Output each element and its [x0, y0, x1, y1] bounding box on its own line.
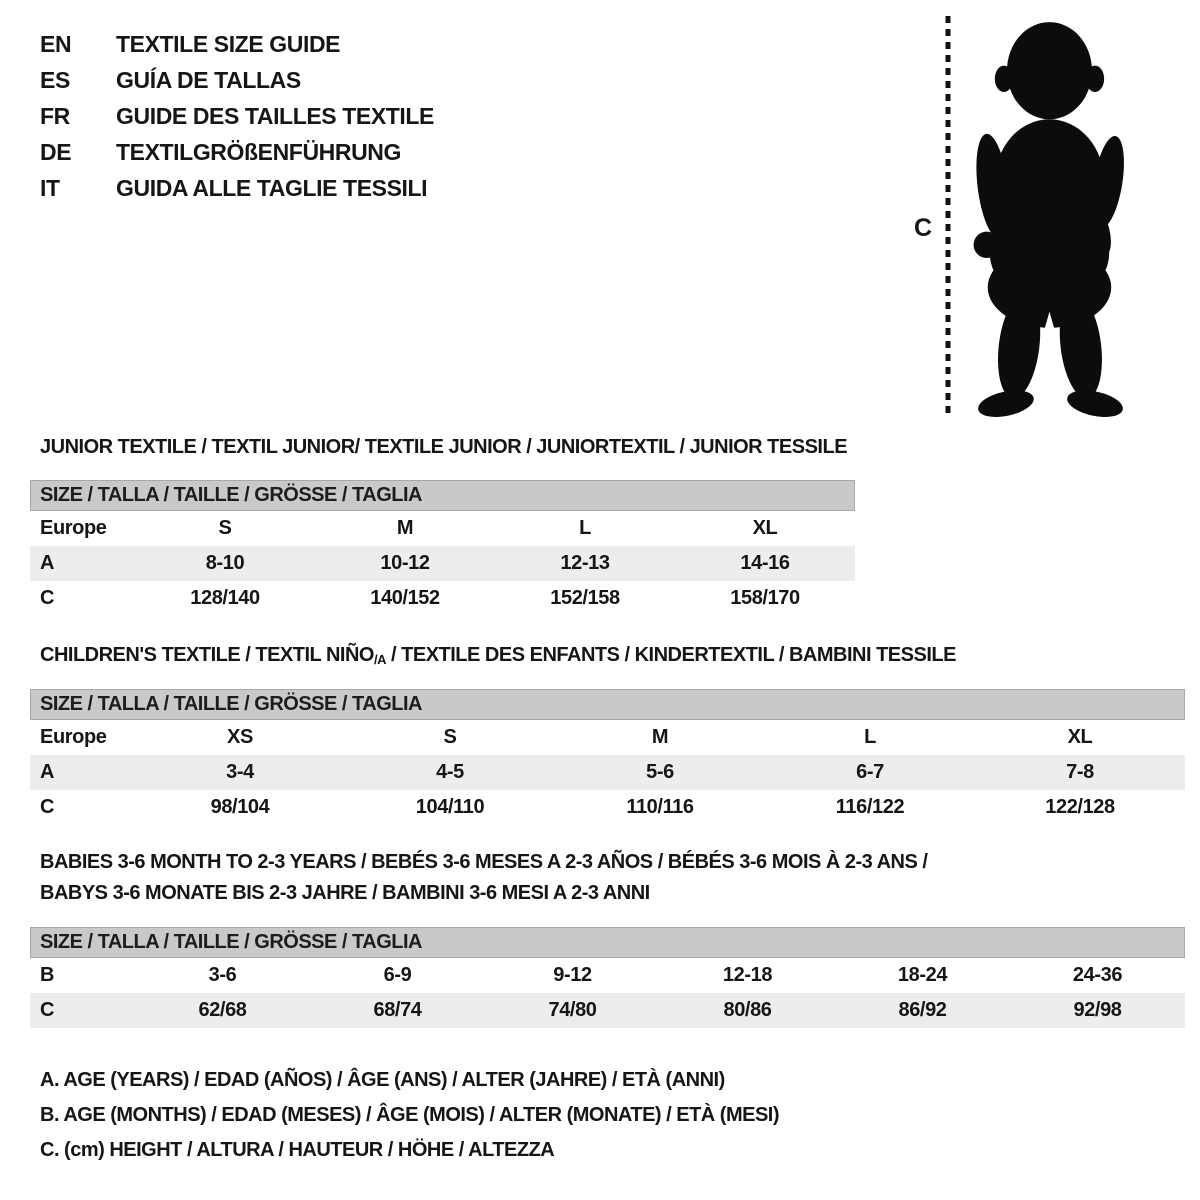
guide-title: TEXTILE SIZE GUIDE [116, 30, 341, 57]
size-cell: 104/110 [415, 796, 485, 818]
size-cell: 5-6 [646, 761, 674, 783]
children-title-suffix: / TEXTILE DES ENFANTS / KINDERTEXTIL / BAMBINI TESSILE [385, 644, 956, 666]
row-label: Europe [40, 517, 107, 539]
language-row [40, 26, 434, 62]
size-cell: 3-4 [226, 761, 254, 783]
size-cell: 14-16 [740, 552, 790, 574]
size-cell: 92/98 [1073, 999, 1122, 1021]
size-cell: 128/140 [190, 587, 260, 609]
size-cell: 24-36 [1072, 964, 1123, 986]
guide-title: GUIDA ALLE TAGLIE TESSILI [116, 174, 428, 201]
size-cell: 7-8 [1066, 761, 1094, 783]
row-label: A [40, 552, 55, 574]
row-label: A [40, 761, 55, 783]
size-cell: XL [752, 517, 778, 539]
table-row [30, 993, 1185, 1028]
language-row [40, 134, 434, 170]
size-cell: 4-5 [436, 761, 464, 783]
guide-title: GUIDE DES TAILLES TEXTILE [116, 102, 434, 129]
babies-title-line1: BABIES 3-6 MONTH TO 2-3 YEARS / BEBÉS 3-6 MESES A 2-3 AÑOS / BÉBÉS 3-6 MOIS À 2-3 ANS / [40, 851, 928, 873]
size-cell: 62/68 [198, 999, 247, 1021]
size-header-bar: SIZE / TALLA / TAILLE / GRÖSSE / TAGLIA [30, 689, 1185, 720]
language-row [40, 98, 434, 134]
size-header-bar: SIZE / TALLA / TAILLE / GRÖSSE / TAGLIA [30, 480, 855, 511]
size-cell: XS [227, 726, 253, 748]
table-row [30, 581, 855, 616]
children-table-rows [30, 720, 1185, 825]
legend-line-c: C. (cm) HEIGHT / ALTURA / HAUTEUR / HÖHE / ALTEZZA [40, 1139, 555, 1161]
size-cell: 10-12 [380, 552, 430, 574]
table-row [30, 790, 1185, 825]
language-code: ES [40, 66, 70, 93]
junior-table-rows [30, 511, 855, 616]
table-row [30, 546, 855, 581]
table-row [30, 511, 855, 546]
children-section-title [40, 644, 956, 667]
children-size-table [30, 689, 1185, 825]
language-title-list [40, 26, 434, 206]
size-cell: 3-6 [208, 964, 237, 986]
babies-section-title [40, 847, 927, 909]
size-cell: S [218, 517, 232, 539]
table-row [30, 958, 1185, 993]
guide-title: GUÍA DE TALLAS [116, 66, 301, 93]
size-cell: 6-9 [383, 964, 412, 986]
table-row [30, 755, 1185, 790]
table-row [30, 720, 1185, 755]
size-cell: 116/122 [835, 796, 905, 818]
size-cell: 86/92 [898, 999, 947, 1021]
size-cell: 110/116 [626, 796, 694, 818]
size-cell: L [579, 517, 591, 539]
size-cell: 12-18 [722, 964, 773, 986]
height-measure-label: C [914, 214, 932, 242]
size-cell: 74/80 [548, 999, 597, 1021]
row-label: Europe [40, 726, 107, 748]
size-cell: 68/74 [373, 999, 422, 1021]
size-cell: 9-12 [553, 964, 592, 986]
size-cell: M [396, 517, 414, 539]
size-cell: 98/104 [210, 796, 270, 818]
legend-line-a: A. AGE (YEARS) / EDAD (AÑOS) / ÂGE (ANS) / ALTER (JAHRE) / ETÀ (ANNI) [40, 1069, 725, 1091]
row-label: B [40, 964, 55, 986]
size-cell: 158/170 [730, 587, 800, 609]
toddler-silhouette-icon [950, 12, 1155, 427]
size-cell: 18-24 [897, 964, 948, 986]
row-label: C [40, 796, 55, 818]
language-code: IT [40, 174, 60, 201]
size-header-bar: SIZE / TALLA / TAILLE / GRÖSSE / TAGLIA [30, 927, 1185, 958]
size-cell: L [864, 726, 876, 748]
babies-size-table [30, 927, 1185, 1028]
legend-line-b: B. AGE (MONTHS) / EDAD (MESES) / ÂGE (MOIS) / ALTER (MONATE) / ETÀ (MESI) [40, 1104, 780, 1126]
language-row [40, 170, 434, 206]
language-code: EN [40, 30, 72, 57]
language-code: FR [40, 102, 70, 129]
row-label: C [40, 587, 55, 609]
guide-title: TEXTILGRÖßENFÜHRUNG [116, 138, 401, 165]
size-cell: 122/128 [1045, 796, 1115, 818]
legend [40, 1063, 779, 1168]
junior-size-table [30, 480, 855, 616]
size-cell: 140/152 [370, 587, 440, 609]
size-cell: 80/86 [723, 999, 772, 1021]
children-title-sub: /A [373, 652, 386, 667]
language-code: DE [40, 138, 72, 165]
size-cell: 6-7 [856, 761, 884, 783]
junior-section-title: JUNIOR TEXTILE / TEXTIL JUNIOR/ TEXTILE JUNIOR / JUNIORTEXTIL / JUNIOR TESSILE [40, 436, 848, 458]
size-cell: M [651, 726, 669, 748]
size-cell: 8-10 [205, 552, 245, 574]
size-cell: XL [1067, 726, 1093, 748]
language-row [40, 62, 434, 98]
babies-title-line2: BABYS 3-6 MONATE BIS 2-3 JAHRE / BAMBINI 3-6 MESI A 2-3 ANNI [40, 882, 650, 904]
babies-table-rows [30, 958, 1185, 1028]
row-label: C [40, 999, 55, 1021]
size-cell: S [443, 726, 457, 748]
size-cell: 152/158 [550, 587, 620, 609]
children-title-prefix: CHILDREN'S TEXTILE / TEXTIL NIÑO [40, 644, 374, 666]
size-cell: 12-13 [560, 552, 610, 574]
